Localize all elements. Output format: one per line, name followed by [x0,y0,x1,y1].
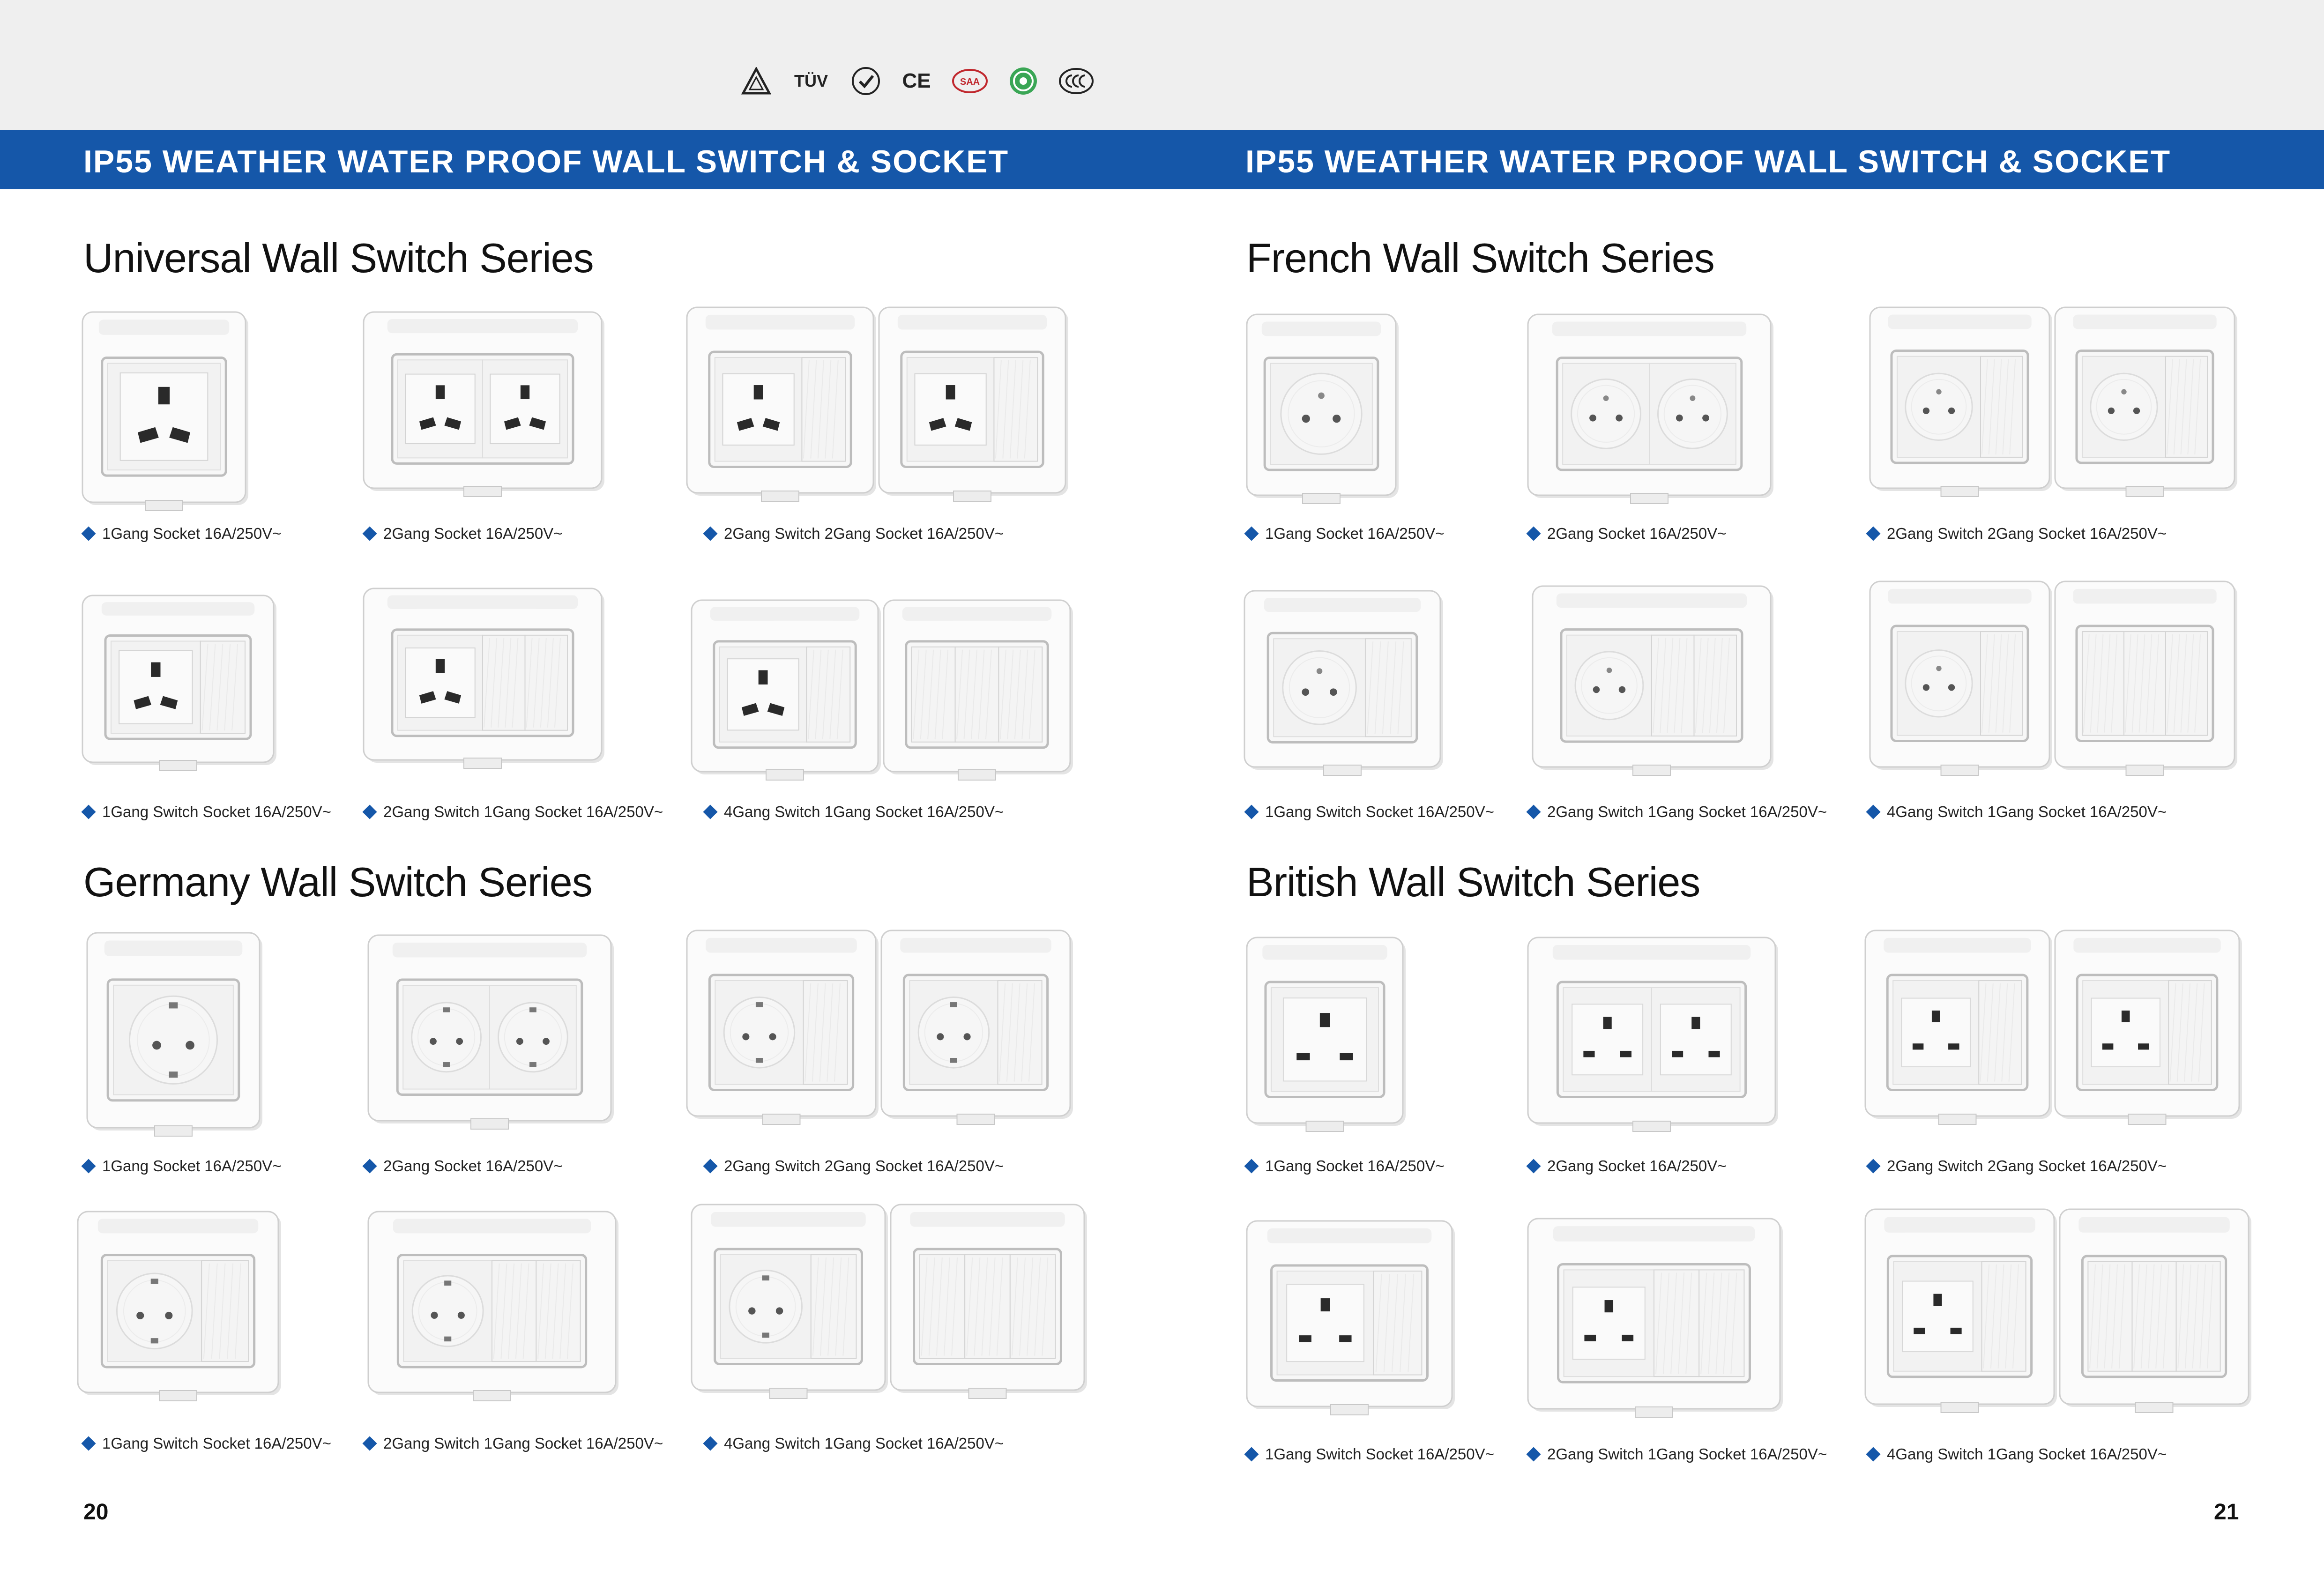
product-image [1525,312,1773,508]
bullet-icon [1866,1159,1880,1173]
product-caption: 1Gang Socket 16A/250V~ [83,1157,282,1175]
product-card [1867,579,2205,780]
product-image [684,305,1068,506]
page-number-left: 20 [83,1500,109,1525]
product-caption: 1Gang Socket 16A/250V~ [83,525,282,543]
product-caption: 2Gang Socket 16A/250V~ [1528,1157,1727,1175]
section-title-british: British Wall Switch Series [1246,859,1700,905]
bullet-icon [1866,526,1880,541]
certification-marks [740,60,1113,102]
product-caption: 2Gang Socket 16A/250V~ [1528,525,1727,543]
product-caption: 1Gang Socket 16A/250V~ [1246,525,1445,543]
product-image [1244,1218,1455,1420]
product-image [1525,1216,1783,1422]
product-image [1525,935,1778,1136]
page-number-right: 21 [2214,1500,2239,1525]
product-caption: 2Gang Switch 2Gang Socket 16A/250V~ [705,1157,1004,1175]
product-image [75,1209,281,1406]
bullet-icon [703,526,717,541]
section-title-germany: Germany Wall Switch Series [83,859,592,905]
product-caption: 2Gang Switch 1Gang Socket 16A/250V~ [1528,1445,1827,1463]
bullet-icon [362,526,377,541]
product-card [365,932,703,1143]
product-card [1867,305,2205,511]
bullet-icon [703,1159,717,1173]
top-band [0,0,2324,130]
product-card [689,597,1026,785]
bullet-icon [703,1436,717,1451]
bullet-icon [362,1159,377,1173]
product-image [1244,312,1399,508]
product-image [1867,579,2237,780]
product-card [75,1209,412,1415]
product-card [1530,583,1867,780]
product-image [1867,305,2237,501]
product-caption: 2Gang Socket 16A/250V~ [365,525,563,543]
svg-text:SAA: SAA [960,77,980,87]
product-card [1525,312,1862,518]
bullet-icon [1244,526,1259,541]
bullet-icon [1526,804,1541,819]
banner-title-left: IP55 WEATHER WATER PROOF WALL SWITCH & SOCKET [83,144,1009,179]
product-caption: 1Gang Socket 16A/250V~ [1246,1157,1445,1175]
bullet-icon [81,1436,96,1451]
section-title-universal: Universal Wall Switch Series [83,235,594,281]
product-caption: 2Gang Switch 2Gang Socket 16A/250V~ [1868,525,2167,543]
product-image [1242,588,1443,780]
bullet-icon [1866,1447,1880,1461]
bullet-icon [1526,1159,1541,1173]
product-caption: 2Gang Switch 1Gang Socket 16A/250V~ [365,803,663,821]
product-caption: 2Gang Switch 2Gang Socket 16A/250V~ [705,525,1004,543]
bullet-icon [1526,1447,1541,1461]
product-image [1862,1206,2251,1417]
green-circle-mark-icon [1007,65,1039,97]
product-image [684,928,1073,1129]
product-card [1862,1206,2200,1417]
product-caption: 1Gang Switch Socket 16A/250V~ [1246,1445,1494,1463]
banner-title-right: IP55 WEATHER WATER PROOF WALL SWITCH & SOCKET [1245,144,2171,179]
product-card [1242,588,1579,785]
product-caption: 1Gang Switch Socket 16A/250V~ [83,1435,331,1452]
ce-mark-icon: CE [902,69,931,92]
product-image [1862,928,2242,1129]
product-image [689,597,1073,785]
bullet-icon [81,1159,96,1173]
bullet-icon [1244,1447,1259,1461]
product-card [361,586,698,773]
ccc-mark-icon [1058,65,1095,97]
product-image [365,1209,618,1406]
product-caption: 4Gang Switch 1Gang Socket 16A/250V~ [1868,803,2167,821]
bullet-icon [81,804,96,819]
product-caption: 2Gang Socket 16A/250V~ [365,1157,563,1175]
product-image [361,309,604,501]
product-card [689,1202,1026,1408]
product-caption: 1Gang Switch Socket 16A/250V~ [83,803,331,821]
product-caption: 4Gang Switch 1Gang Socket 16A/250V~ [705,803,1004,821]
product-caption: 2Gang Switch 1Gang Socket 16A/250V~ [365,1435,663,1452]
product-caption: 4Gang Switch 1Gang Socket 16A/250V~ [705,1435,1004,1452]
saa-mark-icon [951,65,989,97]
bullet-icon [1866,804,1880,819]
bullet-icon [362,1436,377,1451]
product-caption: 4Gang Switch 1Gang Socket 16A/250V~ [1868,1445,2167,1463]
product-card [684,305,1021,515]
product-caption: 2Gang Switch 1Gang Socket 16A/250V~ [1528,803,1827,821]
product-card [1525,935,1862,1141]
bullet-icon [1244,804,1259,819]
product-card [1525,1216,1862,1422]
product-card [684,928,1021,1138]
product-card [1862,928,2200,1134]
product-image [361,586,604,773]
title-banner [0,130,2324,189]
product-image [689,1202,1087,1403]
bullet-icon [81,526,96,541]
product-caption: 1Gang Switch Socket 16A/250V~ [1246,803,1494,821]
bullet-icon [703,804,717,819]
product-image [80,309,248,515]
product-image [365,932,614,1134]
product-image [84,930,262,1141]
section-title-french: French Wall Switch Series [1246,235,1714,281]
product-card [361,309,698,520]
product-image [1530,583,1773,780]
quality-laurel-icon [850,65,882,97]
tuv-mark-icon: TÜV [794,71,828,90]
product-card [365,1209,703,1415]
product-image [80,593,276,775]
product-image [1244,935,1406,1136]
product-caption: 2Gang Switch 2Gang Socket 16A/250V~ [1868,1157,2167,1175]
bullet-icon [1526,526,1541,541]
bullet-icon [362,804,377,819]
bullet-icon [1244,1159,1259,1173]
triangle-warning-icon [740,65,772,97]
